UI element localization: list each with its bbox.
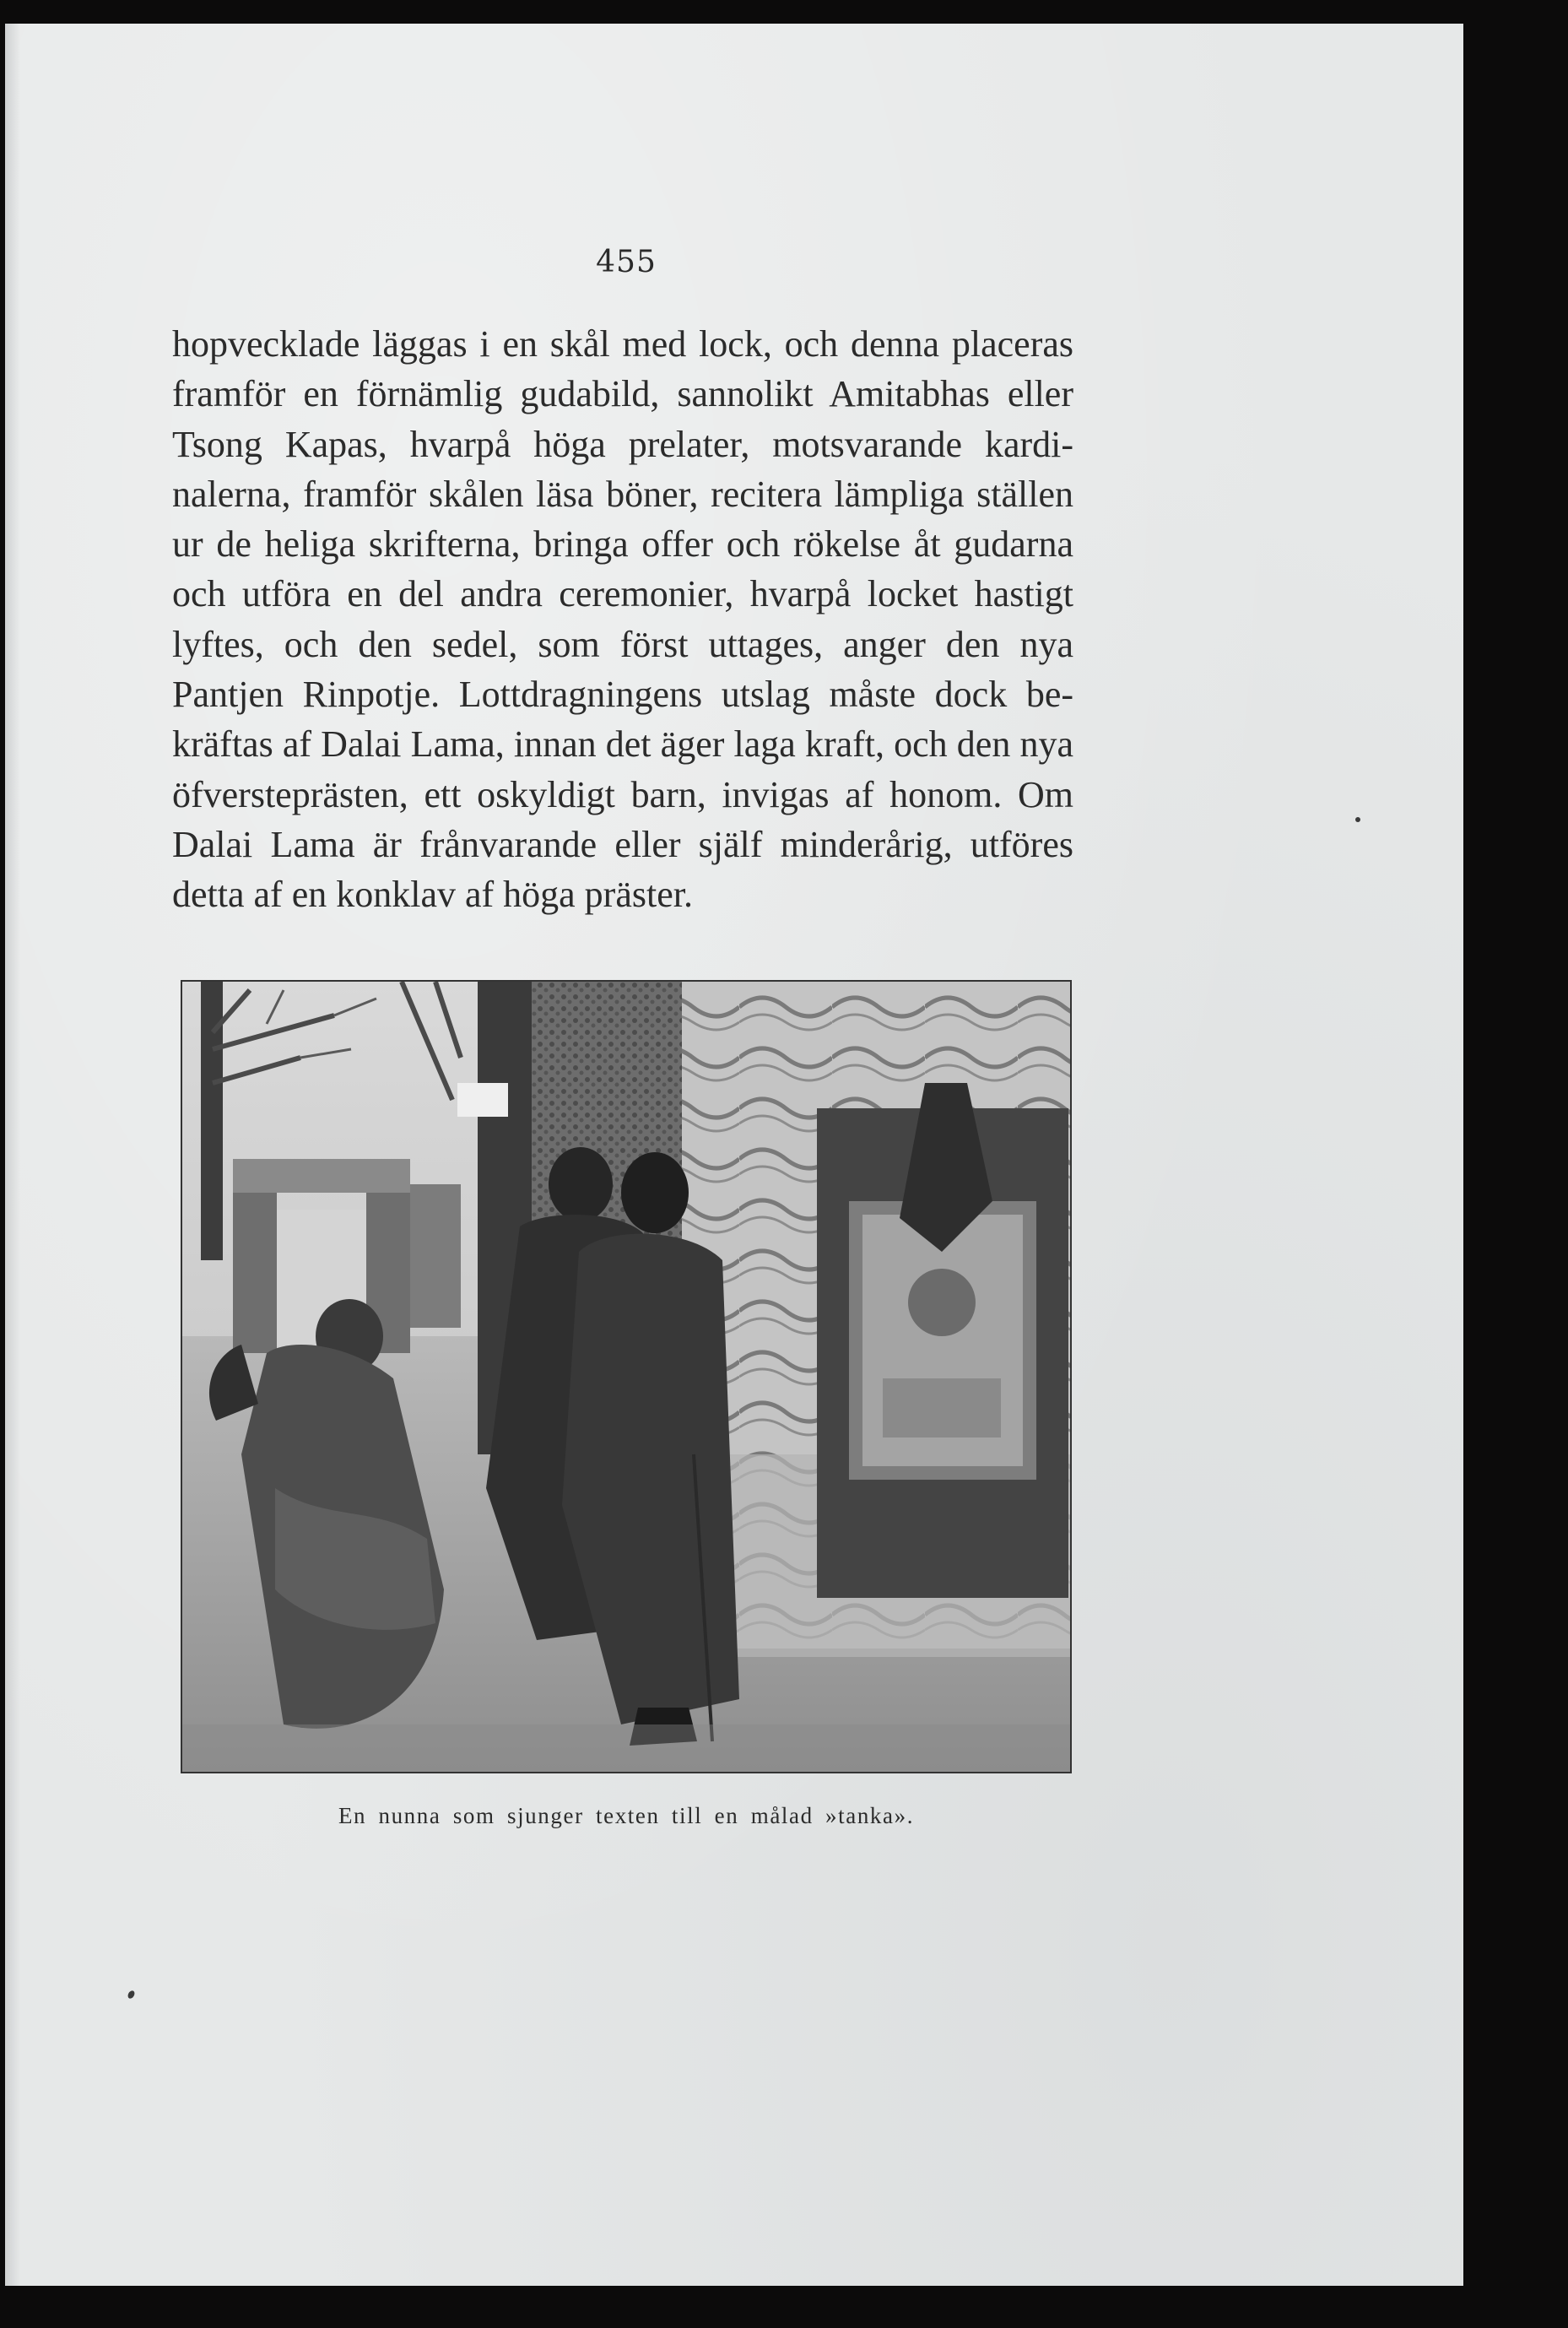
body-line: lyftes, och den sedel, som först uttages, anger den nya — [172, 623, 1073, 665]
body-line: framför en förnämlig gudabild, sannolikt Amitabhas eller — [172, 373, 1073, 415]
body-line: hopvecklade läggas i en skål med lock, och denna placeras — [172, 323, 1073, 365]
page-number: 455 — [596, 245, 657, 279]
page-edge-shadow — [5, 24, 20, 2286]
figure-caption: En nunna som sjunger texten till en målad »tanka». — [338, 1803, 915, 1828]
photo-illustration — [182, 982, 1070, 1772]
body-line: nalerna, framför skålen läsa böner, recitera lämpliga ställen — [172, 473, 1073, 515]
body-line: ur de heliga skrifterna, bringa offer och rökelse åt gudarna — [172, 523, 1073, 566]
body-line: öfversteprästen, ett oskyldigt barn, invigas af honom. Om — [172, 773, 1073, 815]
paper-speck — [1355, 817, 1360, 822]
paper-speck — [127, 1990, 136, 2000]
body-line: Dalai Lama är frånvarande eller själf minderårig, utföres — [172, 823, 1073, 865]
book-page — [5, 24, 1463, 2286]
body-line: och utföra en del andra ceremonier, hvarpå locket hastigt — [172, 573, 1073, 615]
body-line: Pantjen Rinpotje. Lottdragningens utslag måste dock be- — [172, 674, 1073, 716]
body-line: Tsong Kapas, hvarpå höga prelater, motsvarande kardi- — [172, 423, 1073, 465]
body-line: kräftas af Dalai Lama, innan det äger laga kraft, och den nya — [172, 723, 1073, 766]
body-paragraph — [172, 319, 1073, 920]
body-line: detta af en konklav af höga präster. — [172, 874, 693, 916]
photograph — [181, 980, 1072, 1773]
